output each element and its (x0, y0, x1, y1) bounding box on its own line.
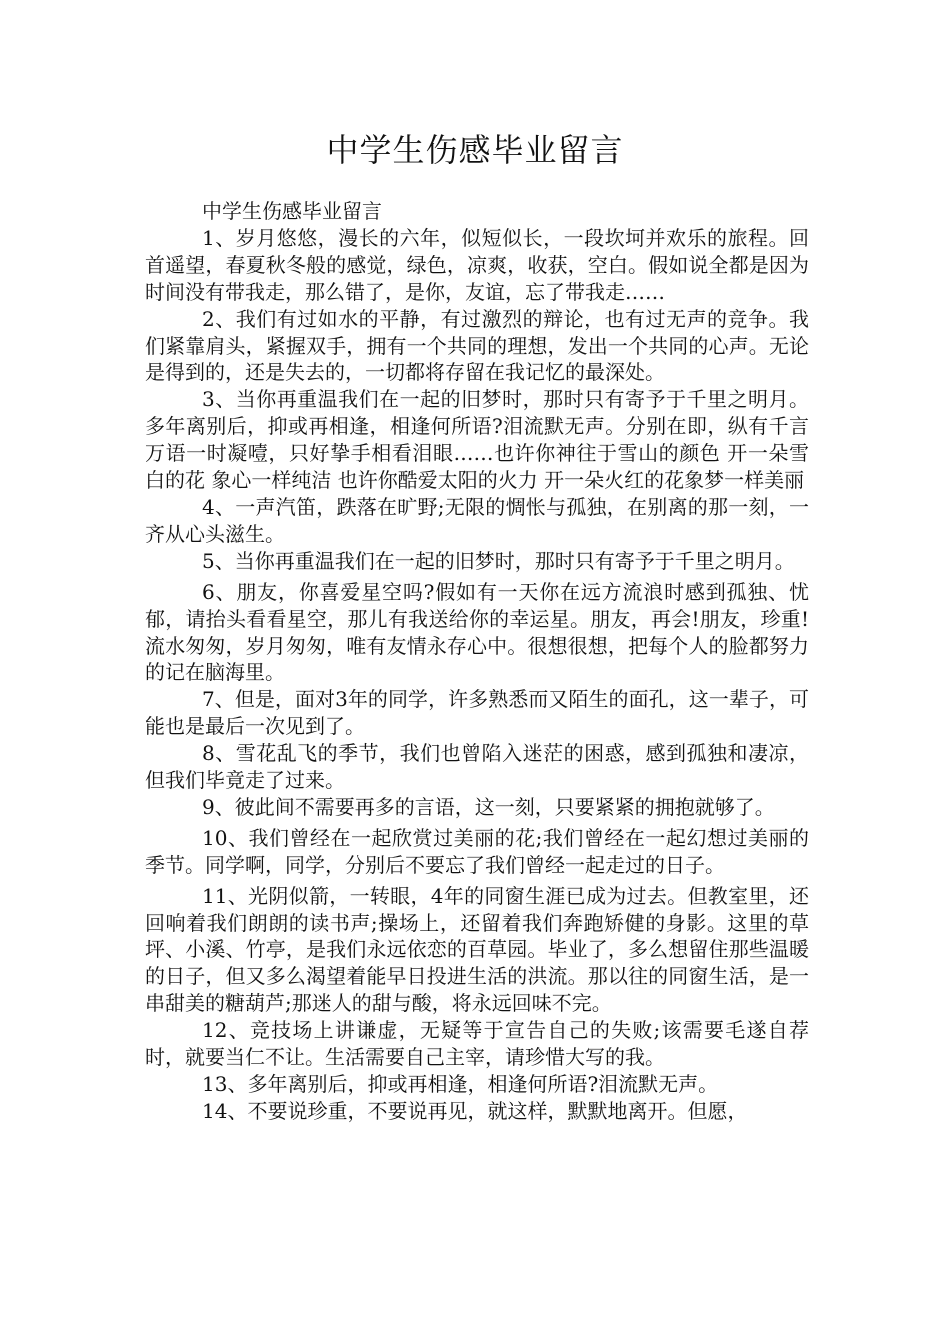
paragraph-1: 1、岁月悠悠，漫长的六年，似短似长，一段坎坷并欢乐的旅程。回首遥望，春夏秋冬般的感觉，绿色，凉爽，收获，空白。假如说全都是因为时间没有带我走，那么错了，是你，友谊，忘了带我走…… (145, 225, 809, 304)
paragraph-5: 5、当你再重温我们在一起的旧梦时，那时只有寄予于千里之明月。 (202, 548, 795, 573)
paragraph-11: 11、光阴似箭，一转眼，4年的同窗生涯已成为过去。但教室里，还回响着我们朗朗的读书声;操场上，还留着我们奔跑矫健的身影。这里的草坪、小溪、竹亭，是我们永远依恋的百草园。毕业了，多么想留住那些温暖的日子，但又多么渴望着能早日投进生活的洪流。那以往的同窗生活，是一串甜美的糖葫芦;那迷人的甜与酸，将永远回味不完。 (145, 883, 809, 1016)
paragraph-14: 14、不要说珍重，不要说再见，就这样，默默地离开。但愿， (202, 1098, 748, 1123)
paragraph-13: 13、多年离别后，抑或再相逢，相逢何所语?泪流默无声。 (202, 1072, 719, 1096)
paragraph-6: 6、朋友，你喜爱星空吗?假如有一天你在远方流浪时感到孤独、忧郁，请抬头看看星空，那儿有我送给你的幸运星。朋友，再会!朋友，珍重!流水匆匆，岁月匆匆，唯有友情永存心中。很想很想，把每个人的脸都努力的记在脑海里。 (145, 579, 809, 685)
document-body (145, 198, 809, 1125)
document-title: 中学生伤感毕业留言 (326, 131, 624, 169)
paragraph-2: 2、我们有过如水的平静，有过激烈的辩论，也有过无声的竞争。我们紧靠肩头，紧握双手，拥有一个共同的理想，发出一个共同的心声。无论是得到的，还是失去的，一切都将存留在我记忆的最深处。 (145, 306, 809, 385)
paragraph-8: 8、雪花乱飞的季节，我们也曾陷入迷茫的困惑，感到孤独和凄凉，但我们毕竟走了过来。 (145, 741, 809, 793)
paragraph-12: 12、竞技场上讲谦虚，无疑等于宣告自己的失败;该需要毛遂自荐时，就要当仁不让。生活需要自己主宰，请珍惜大写的我。 (145, 1018, 809, 1070)
paragraph-7: 7、但是，面对3年的同学，许多熟悉而又陌生的面孔，这一辈子，可能也是最后一次见到了。 (145, 687, 809, 739)
document-subtitle: 中学生伤感毕业留言 (202, 199, 382, 223)
paragraph-10: 10、我们曾经在一起欣赏过美丽的花;我们曾经在一起幻想过美丽的季节。同学啊，同学，分别后不要忘了我们曾经一起走过的日子。 (145, 825, 809, 877)
paragraph-3: 3、当你再重温我们在一起的旧梦时，那时只有寄予于千里之明月。 多年离别后，抑或再相逢，相逢何所语?泪流默无声。分别在即，纵有千言万语一时凝噎，只好挚手相看泪眼……也许你神往于雪山的颜色 开一朵雪白的花 象心一样纯洁 也许你酷爱太阳的火力 开一朵火红的花象梦一样美丽 (145, 387, 809, 493)
paragraph-4: 4、一声汽笛，跌落在旷野;无限的惆怅与孤独，在别离的那一刻，一齐从心头滋生。 (145, 494, 809, 546)
paragraph-9: 9、彼此间不需要再多的言语，这一刻，只要紧紧的拥抱就够了。 (202, 794, 775, 819)
